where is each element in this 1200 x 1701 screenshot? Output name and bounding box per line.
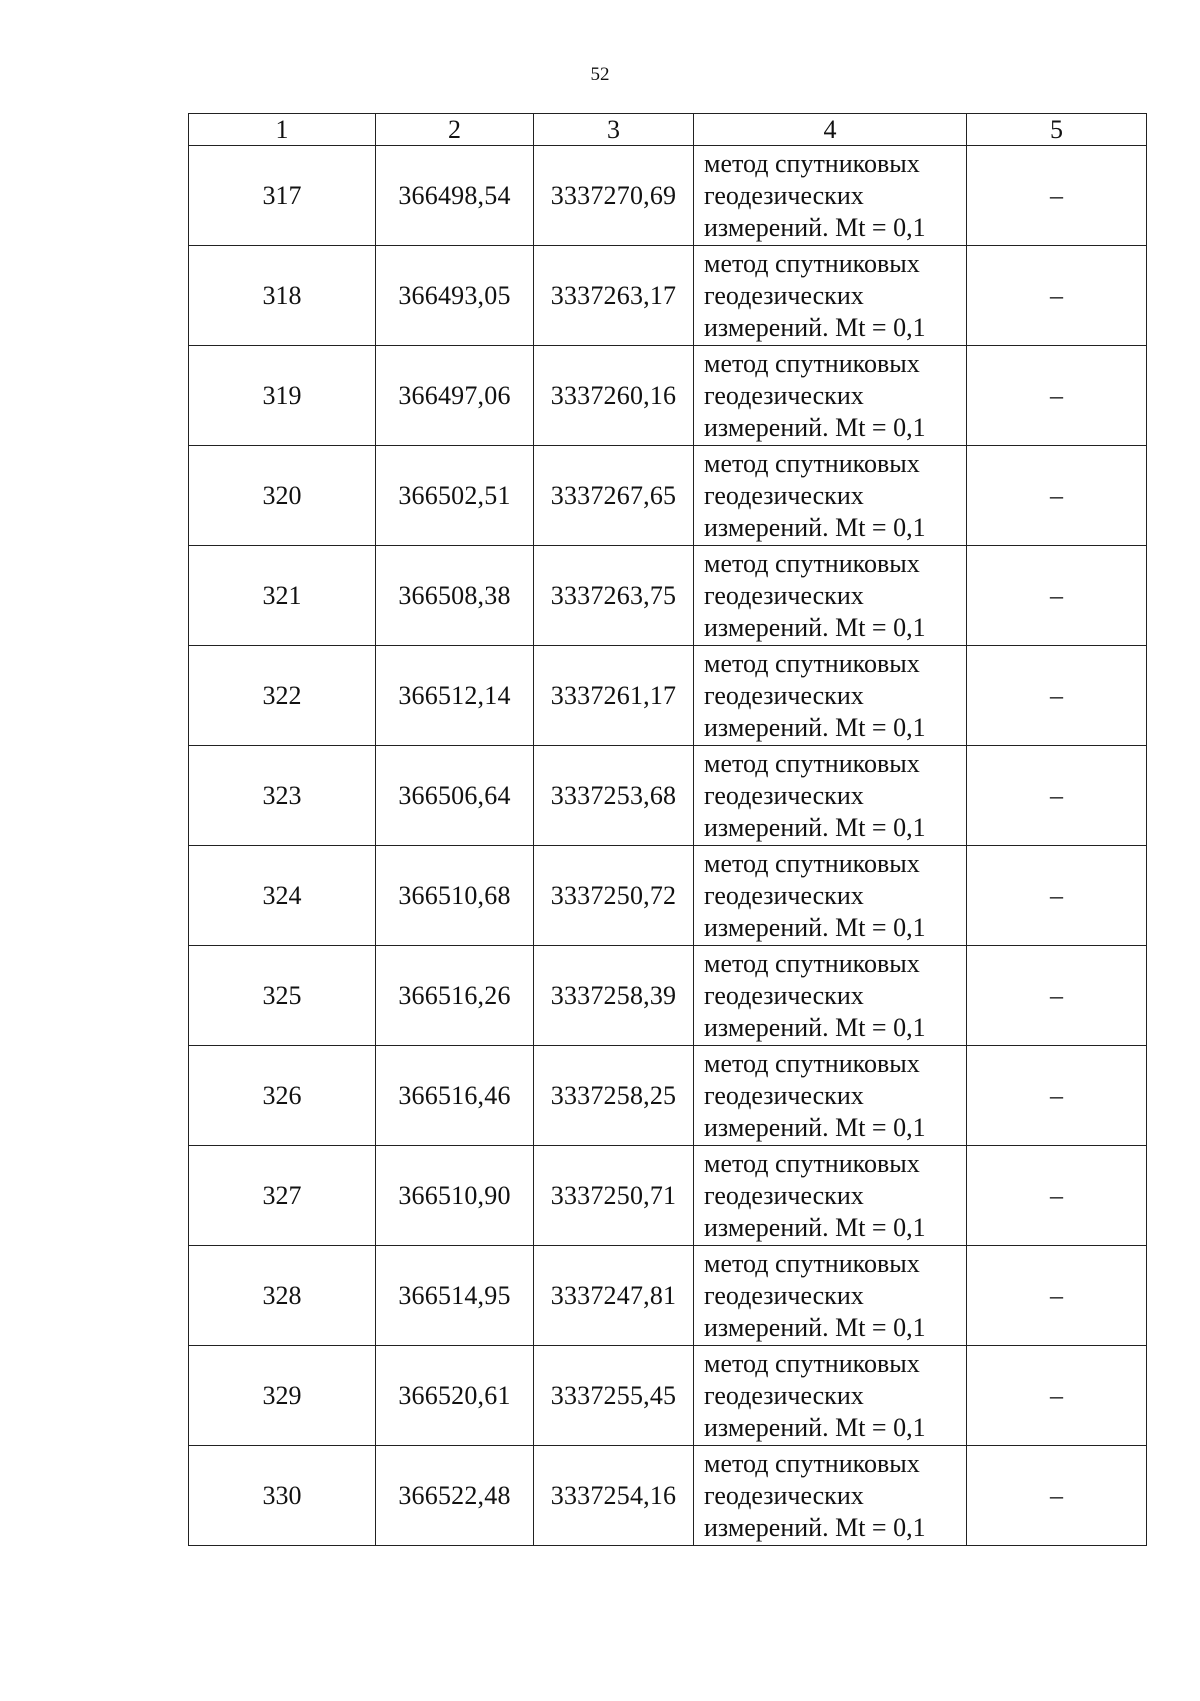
method-cell (694, 946, 967, 1046)
note-dash-cell: – (967, 146, 1147, 246)
method-line-2: геодезических (704, 1480, 864, 1510)
x-coordinate-cell: 366512,14 (376, 646, 534, 746)
method-cell (694, 746, 967, 846)
x-coordinate-cell: 366498,54 (376, 146, 534, 246)
method-line-3: измерений. Mt = 0,1 (704, 912, 926, 942)
y-coordinate-cell: 3337261,17 (534, 646, 694, 746)
method-line-1: метод спутниковых (704, 148, 920, 178)
method-line-1: метод спутниковых (704, 1448, 920, 1478)
table-row (189, 1346, 1147, 1446)
method-line-2: геодезических (704, 1180, 864, 1210)
note-dash-cell: – (967, 1146, 1147, 1246)
method-line-1: метод спутниковых (704, 1248, 920, 1278)
header-col-3: 3 (534, 114, 694, 146)
table-row (189, 1446, 1147, 1546)
method-cell (694, 1446, 967, 1546)
method-line-1: метод спутниковых (704, 348, 920, 378)
y-coordinate-cell: 3337247,81 (534, 1246, 694, 1346)
method-line-1: метод спутниковых (704, 1148, 920, 1178)
y-coordinate-cell: 3337254,16 (534, 1446, 694, 1546)
x-coordinate-cell: 366502,51 (376, 446, 534, 546)
x-coordinate-cell: 366520,61 (376, 1346, 534, 1446)
method-line-3: измерений. Mt = 0,1 (704, 212, 926, 242)
method-cell (694, 646, 967, 746)
note-dash-cell: – (967, 946, 1147, 1046)
method-line-3: измерений. Mt = 0,1 (704, 1312, 926, 1342)
x-coordinate-cell: 366506,64 (376, 746, 534, 846)
table-row (189, 346, 1147, 446)
y-coordinate-cell: 3337263,75 (534, 546, 694, 646)
note-dash-cell: – (967, 746, 1147, 846)
note-dash-cell: – (967, 846, 1147, 946)
table-row (189, 246, 1147, 346)
method-line-3: измерений. Mt = 0,1 (704, 612, 926, 642)
y-coordinate-cell: 3337258,25 (534, 1046, 694, 1146)
method-line-1: метод спутниковых (704, 1048, 920, 1078)
table-body (189, 146, 1147, 1546)
method-cell (694, 846, 967, 946)
method-line-2: геодезических (704, 780, 864, 810)
table-row (189, 946, 1147, 1046)
table-row (189, 446, 1147, 546)
point-number-cell: 328 (189, 1246, 376, 1346)
table-row (189, 1046, 1147, 1146)
point-number-cell: 320 (189, 446, 376, 546)
method-line-3: измерений. Mt = 0,1 (704, 1112, 926, 1142)
point-number-cell: 325 (189, 946, 376, 1046)
method-line-3: измерений. Mt = 0,1 (704, 312, 926, 342)
method-line-1: метод спутниковых (704, 1348, 920, 1378)
point-number-cell: 318 (189, 246, 376, 346)
method-cell (694, 246, 967, 346)
method-line-3: измерений. Mt = 0,1 (704, 512, 926, 542)
method-line-1: метод спутниковых (704, 748, 920, 778)
y-coordinate-cell: 3337255,45 (534, 1346, 694, 1446)
method-line-3: измерений. Mt = 0,1 (704, 1012, 926, 1042)
method-line-2: геодезических (704, 180, 864, 210)
method-cell (694, 446, 967, 546)
method-line-1: метод спутниковых (704, 648, 920, 678)
method-line-2: геодезических (704, 880, 864, 910)
note-dash-cell: – (967, 446, 1147, 546)
x-coordinate-cell: 366493,05 (376, 246, 534, 346)
point-number-cell: 322 (189, 646, 376, 746)
y-coordinate-cell: 3337250,71 (534, 1146, 694, 1246)
method-line-2: геодезических (704, 1280, 864, 1310)
x-coordinate-cell: 366516,26 (376, 946, 534, 1046)
method-cell (694, 546, 967, 646)
header-col-4: 4 (694, 114, 967, 146)
method-line-2: геодезических (704, 380, 864, 410)
y-coordinate-cell: 3337258,39 (534, 946, 694, 1046)
method-line-2: геодезических (704, 1080, 864, 1110)
method-line-1: метод спутниковых (704, 848, 920, 878)
table-row (189, 646, 1147, 746)
y-coordinate-cell: 3337260,16 (534, 346, 694, 446)
table-row (189, 1146, 1147, 1246)
y-coordinate-cell: 3337267,65 (534, 446, 694, 546)
x-coordinate-cell: 366514,95 (376, 1246, 534, 1346)
x-coordinate-cell: 366508,38 (376, 546, 534, 646)
y-coordinate-cell: 3337250,72 (534, 846, 694, 946)
point-number-cell: 329 (189, 1346, 376, 1446)
table-row (189, 846, 1147, 946)
point-number-cell: 323 (189, 746, 376, 846)
method-line-3: измерений. Mt = 0,1 (704, 1212, 926, 1242)
x-coordinate-cell: 366510,90 (376, 1146, 534, 1246)
method-cell (694, 1346, 967, 1446)
method-cell (694, 1046, 967, 1146)
header-col-1: 1 (189, 114, 376, 146)
method-line-2: геодезических (704, 480, 864, 510)
method-line-2: геодезических (704, 680, 864, 710)
table-header (189, 114, 1147, 146)
method-cell (694, 1146, 967, 1246)
x-coordinate-cell: 366497,06 (376, 346, 534, 446)
note-dash-cell: – (967, 1346, 1147, 1446)
point-number-cell: 324 (189, 846, 376, 946)
point-number-cell: 327 (189, 1146, 376, 1246)
header-col-5: 5 (967, 114, 1147, 146)
method-cell (694, 146, 967, 246)
note-dash-cell: – (967, 246, 1147, 346)
method-cell (694, 346, 967, 446)
point-number-cell: 317 (189, 146, 376, 246)
note-dash-cell: – (967, 646, 1147, 746)
x-coordinate-cell: 366522,48 (376, 1446, 534, 1546)
table-row (189, 546, 1147, 646)
y-coordinate-cell: 3337253,68 (534, 746, 694, 846)
y-coordinate-cell: 3337263,17 (534, 246, 694, 346)
method-line-3: измерений. Mt = 0,1 (704, 412, 926, 442)
x-coordinate-cell: 366516,46 (376, 1046, 534, 1146)
method-line-1: метод спутниковых (704, 448, 920, 478)
y-coordinate-cell: 3337270,69 (534, 146, 694, 246)
method-line-2: геодезических (704, 580, 864, 610)
point-number-cell: 319 (189, 346, 376, 446)
method-line-1: метод спутниковых (704, 248, 920, 278)
header-col-2: 2 (376, 114, 534, 146)
method-line-3: измерений. Mt = 0,1 (704, 1512, 926, 1542)
method-line-2: геодезических (704, 980, 864, 1010)
point-number-cell: 330 (189, 1446, 376, 1546)
method-cell (694, 1246, 967, 1346)
note-dash-cell: – (967, 1046, 1147, 1146)
note-dash-cell: – (967, 1446, 1147, 1546)
header-row (189, 114, 1147, 146)
table-row (189, 746, 1147, 846)
method-line-1: метод спутниковых (704, 548, 920, 578)
table-row (189, 1246, 1147, 1346)
page-number: 52 (590, 64, 610, 85)
note-dash-cell: – (967, 346, 1147, 446)
method-line-3: измерений. Mt = 0,1 (704, 712, 926, 742)
method-line-2: геодезических (704, 280, 864, 310)
point-number-cell: 321 (189, 546, 376, 646)
coordinates-table (188, 113, 1147, 1546)
table-row (189, 146, 1147, 246)
point-number-cell: 326 (189, 1046, 376, 1146)
note-dash-cell: – (967, 1246, 1147, 1346)
method-line-3: измерений. Mt = 0,1 (704, 1412, 926, 1442)
method-line-1: метод спутниковых (704, 948, 920, 978)
method-line-2: геодезических (704, 1380, 864, 1410)
method-line-3: измерений. Mt = 0,1 (704, 812, 926, 842)
note-dash-cell: – (967, 546, 1147, 646)
x-coordinate-cell: 366510,68 (376, 846, 534, 946)
